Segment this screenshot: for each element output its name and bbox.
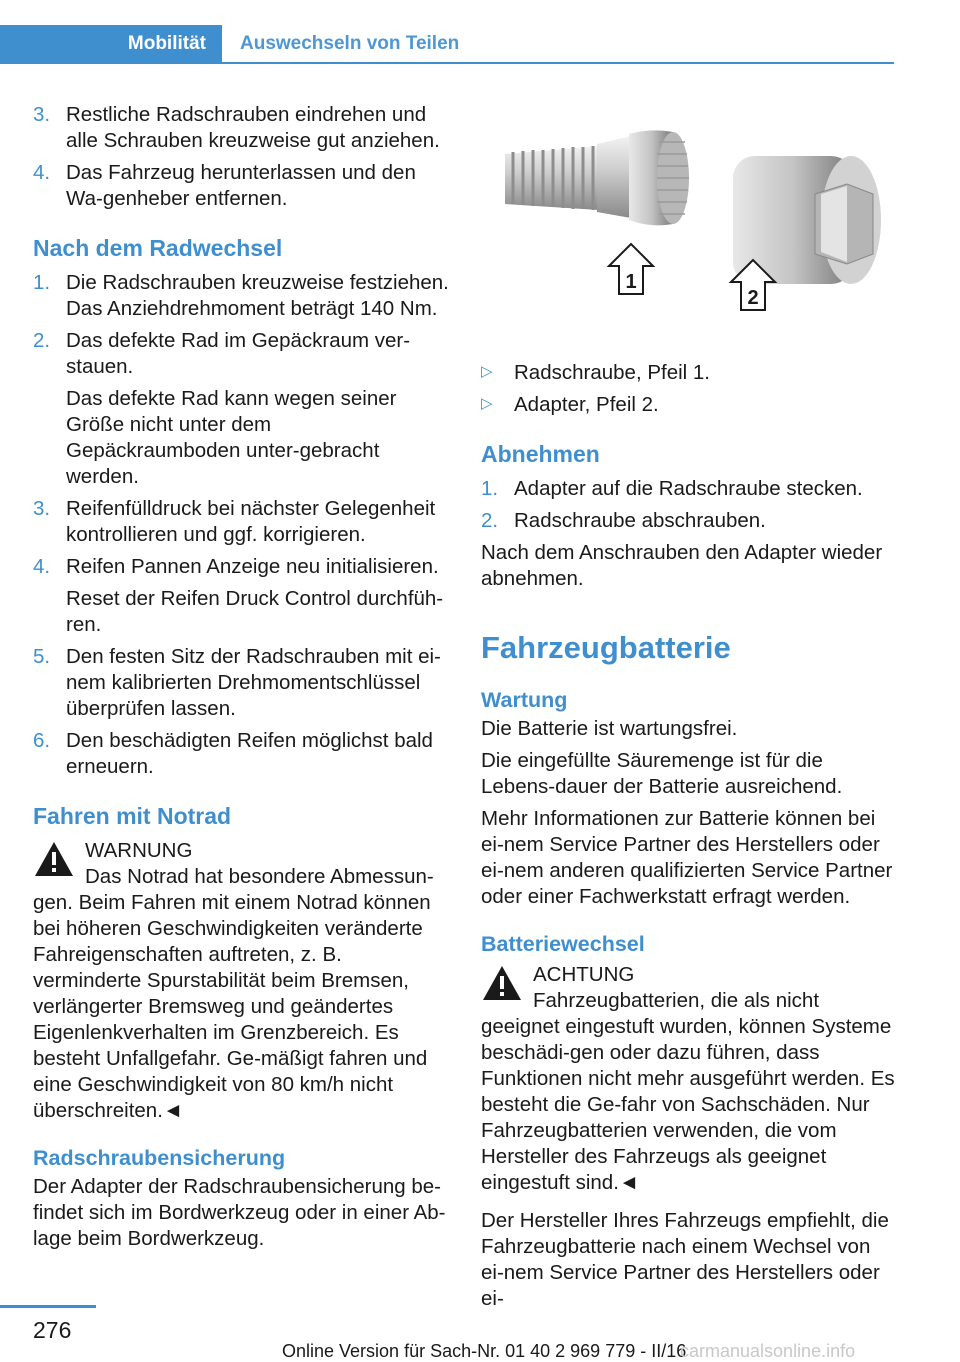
list-text: Radschraube abschrauben.: [514, 509, 766, 532]
list-text: Den festen Sitz der Radschrauben mit ei-nem kalibrierten Drehmomentschlüssel überprüfen lassen.: [66, 645, 441, 720]
bullet-text: Radschraube, Pfeil 1.: [514, 361, 711, 384]
list-number: 2.: [481, 509, 499, 532]
list-item: [33, 554, 449, 580]
abnehmen-paragraph: Nach dem Anschrauben den Adapter wieder abnehmen.: [481, 541, 883, 590]
heading-batteriewechsel: Batteriewechsel: [481, 932, 645, 956]
warning-text: Das Notrad hat besondere Abmessun-gen. Beim Fahren mit einem Notrad können bei höheren Geschwindigkeiten veränderte Fahreigenschaften auftreten, z. B. verminderte Spurstabilität beim Bremsen, verlängerter Bremsweg und geändertes Eigenlenkverhalten im Grenzbereich. Es besteht Unfallgefahr. Ge-mäßigt fahren und eine Geschwindigkeit von 80 km/h nicht überschreiten.◄: [33, 865, 434, 1122]
warning-icon: [33, 840, 75, 878]
list-number: 4.: [33, 555, 51, 578]
wheel-bolt: [505, 130, 689, 225]
caution-icon: [481, 964, 523, 1002]
list-item: [33, 160, 449, 212]
list-item: [33, 728, 449, 780]
list-number: 2.: [33, 329, 51, 352]
heading-fahrzeugbatterie: Fahrzeugbatterie: [481, 630, 731, 665]
list-text: Den beschädigten Reifen möglichst bald erneuern.: [66, 729, 433, 778]
left-column: [33, 102, 449, 1258]
list-number: 3.: [33, 497, 51, 520]
caution-text: Fahrzeugbatterien, die als nicht geeignet eingestuft wurden, können Systeme beschädi-gen oder dazu führen, dass Funktionen nicht mehr ausgeführt werden. Es besteht die Ge-fahr von Sachschäden. Nur Fahrzeugbatterien verwenden, die vom Hersteller des Fahrzeugs als geeignet eingestuft sind.◄: [481, 989, 895, 1194]
arrow-2-label: 2: [747, 287, 759, 309]
list-item: [33, 102, 449, 154]
list-text: Adapter auf die Radschraube stecken.: [514, 477, 863, 500]
list-number: 4.: [33, 161, 51, 184]
list-number: 1.: [33, 271, 51, 294]
triangle-bullet-icon: ▷: [481, 395, 493, 412]
list-text: Reifen Pannen Anzeige neu initialisieren.: [66, 555, 439, 578]
header-tabbar: [0, 25, 894, 64]
list-item: [33, 328, 449, 380]
heading-fahren-mit-notrad: Fahren mit Notrad: [33, 803, 232, 829]
wartung-paragraph-2: Die eingefüllte Säuremenge ist für die Lebens-dauer der Batterie ausreichend.: [481, 749, 843, 798]
list-number: 1.: [481, 477, 499, 500]
triangle-bullet-icon: ▷: [481, 363, 493, 380]
online-version-note: Online Version für Sach-Nr. 01 40 2 969 779 - II/16: [282, 1341, 687, 1361]
warning-label: WARNUNG: [85, 839, 193, 862]
wheel-bolt-figure: [481, 114, 895, 344]
watermark: carmanualsonline.info: [680, 1341, 856, 1361]
list-number: 6.: [33, 729, 51, 752]
list-item: [33, 496, 449, 548]
list-item: [481, 476, 895, 502]
caution-block: [481, 962, 895, 1196]
wartung-paragraph-1: Die Batterie ist wartungsfrei.: [481, 717, 738, 740]
list-continuation: Das defekte Rad kann wegen seiner Größe nicht unter dem Gepäckraumboden unter-gebracht werden.: [66, 387, 397, 488]
tab-auswechseln[interactable]: Auswechseln von Teilen: [240, 33, 460, 54]
arrow-1: [609, 244, 653, 294]
list-item: [33, 644, 449, 722]
caution-label: ACHTUNG: [533, 963, 635, 986]
tab-mobilitaet[interactable]: Mobilität: [0, 25, 222, 62]
page-number: 276: [33, 1317, 72, 1343]
bullet-item: [481, 392, 895, 418]
wheel-bolt-illustration: [481, 114, 895, 344]
right-column: [481, 102, 895, 1318]
list-continuation: Reset der Reifen Druck Control durchfüh-ren.: [66, 587, 444, 636]
heading-nach-dem-radwechsel: Nach dem Radwechsel: [33, 235, 283, 261]
heading-abnehmen: Abnehmen: [481, 441, 600, 467]
list-number: 5.: [33, 645, 51, 668]
list-item: [481, 508, 895, 534]
footer-rule: [0, 1305, 96, 1308]
bullet-text: Adapter, Pfeil 2.: [514, 393, 659, 416]
bullet-item: [481, 360, 895, 386]
final-paragraph: Der Hersteller Ihres Fahrzeugs empfiehlt, die Fahrzeugbatterie nach einem Wechsel von ei-nem Service Partner des Herstellers oder ei-: [481, 1209, 889, 1310]
list-text: Restliche Radschrauben eindrehen und alle Schrauben kreuzweise gut anziehen.: [66, 103, 440, 152]
warning-block: [33, 838, 449, 1124]
heading-wartung: Wartung: [481, 688, 568, 712]
list-text: Das defekte Rad im Gepäckraum ver-stauen.: [66, 329, 411, 378]
list-text: Das Fahrzeug herunterlassen und den Wa-genheber entfernen.: [66, 161, 416, 210]
list-text: Reifenfülldruck bei nächster Gelegenheit kontrollieren und ggf. korrigieren.: [66, 497, 436, 546]
arrow-1-label: 1: [625, 271, 637, 293]
heading-radschraubensicherung: Radschraubensicherung: [33, 1146, 286, 1170]
list-item: [33, 270, 449, 322]
list-number: 3.: [33, 103, 51, 126]
sicherung-paragraph: Der Adapter der Radschraubensicherung be-findet sich im Bordwerkzeug oder in einer Ab-lage beim Bordwerkzeug.: [33, 1175, 446, 1250]
list-text: Die Radschrauben kreuzweise festziehen. Das Anziehdrehmoment beträgt 140 Nm.: [66, 271, 449, 320]
wartung-paragraph-3: Mehr Informationen zur Batterie können bei ei-nem Service Partner des Herstellers oder ei-nem anderen qualifizierten Service Partner oder einer Fachwerkstatt erfragt werden.: [481, 807, 893, 908]
